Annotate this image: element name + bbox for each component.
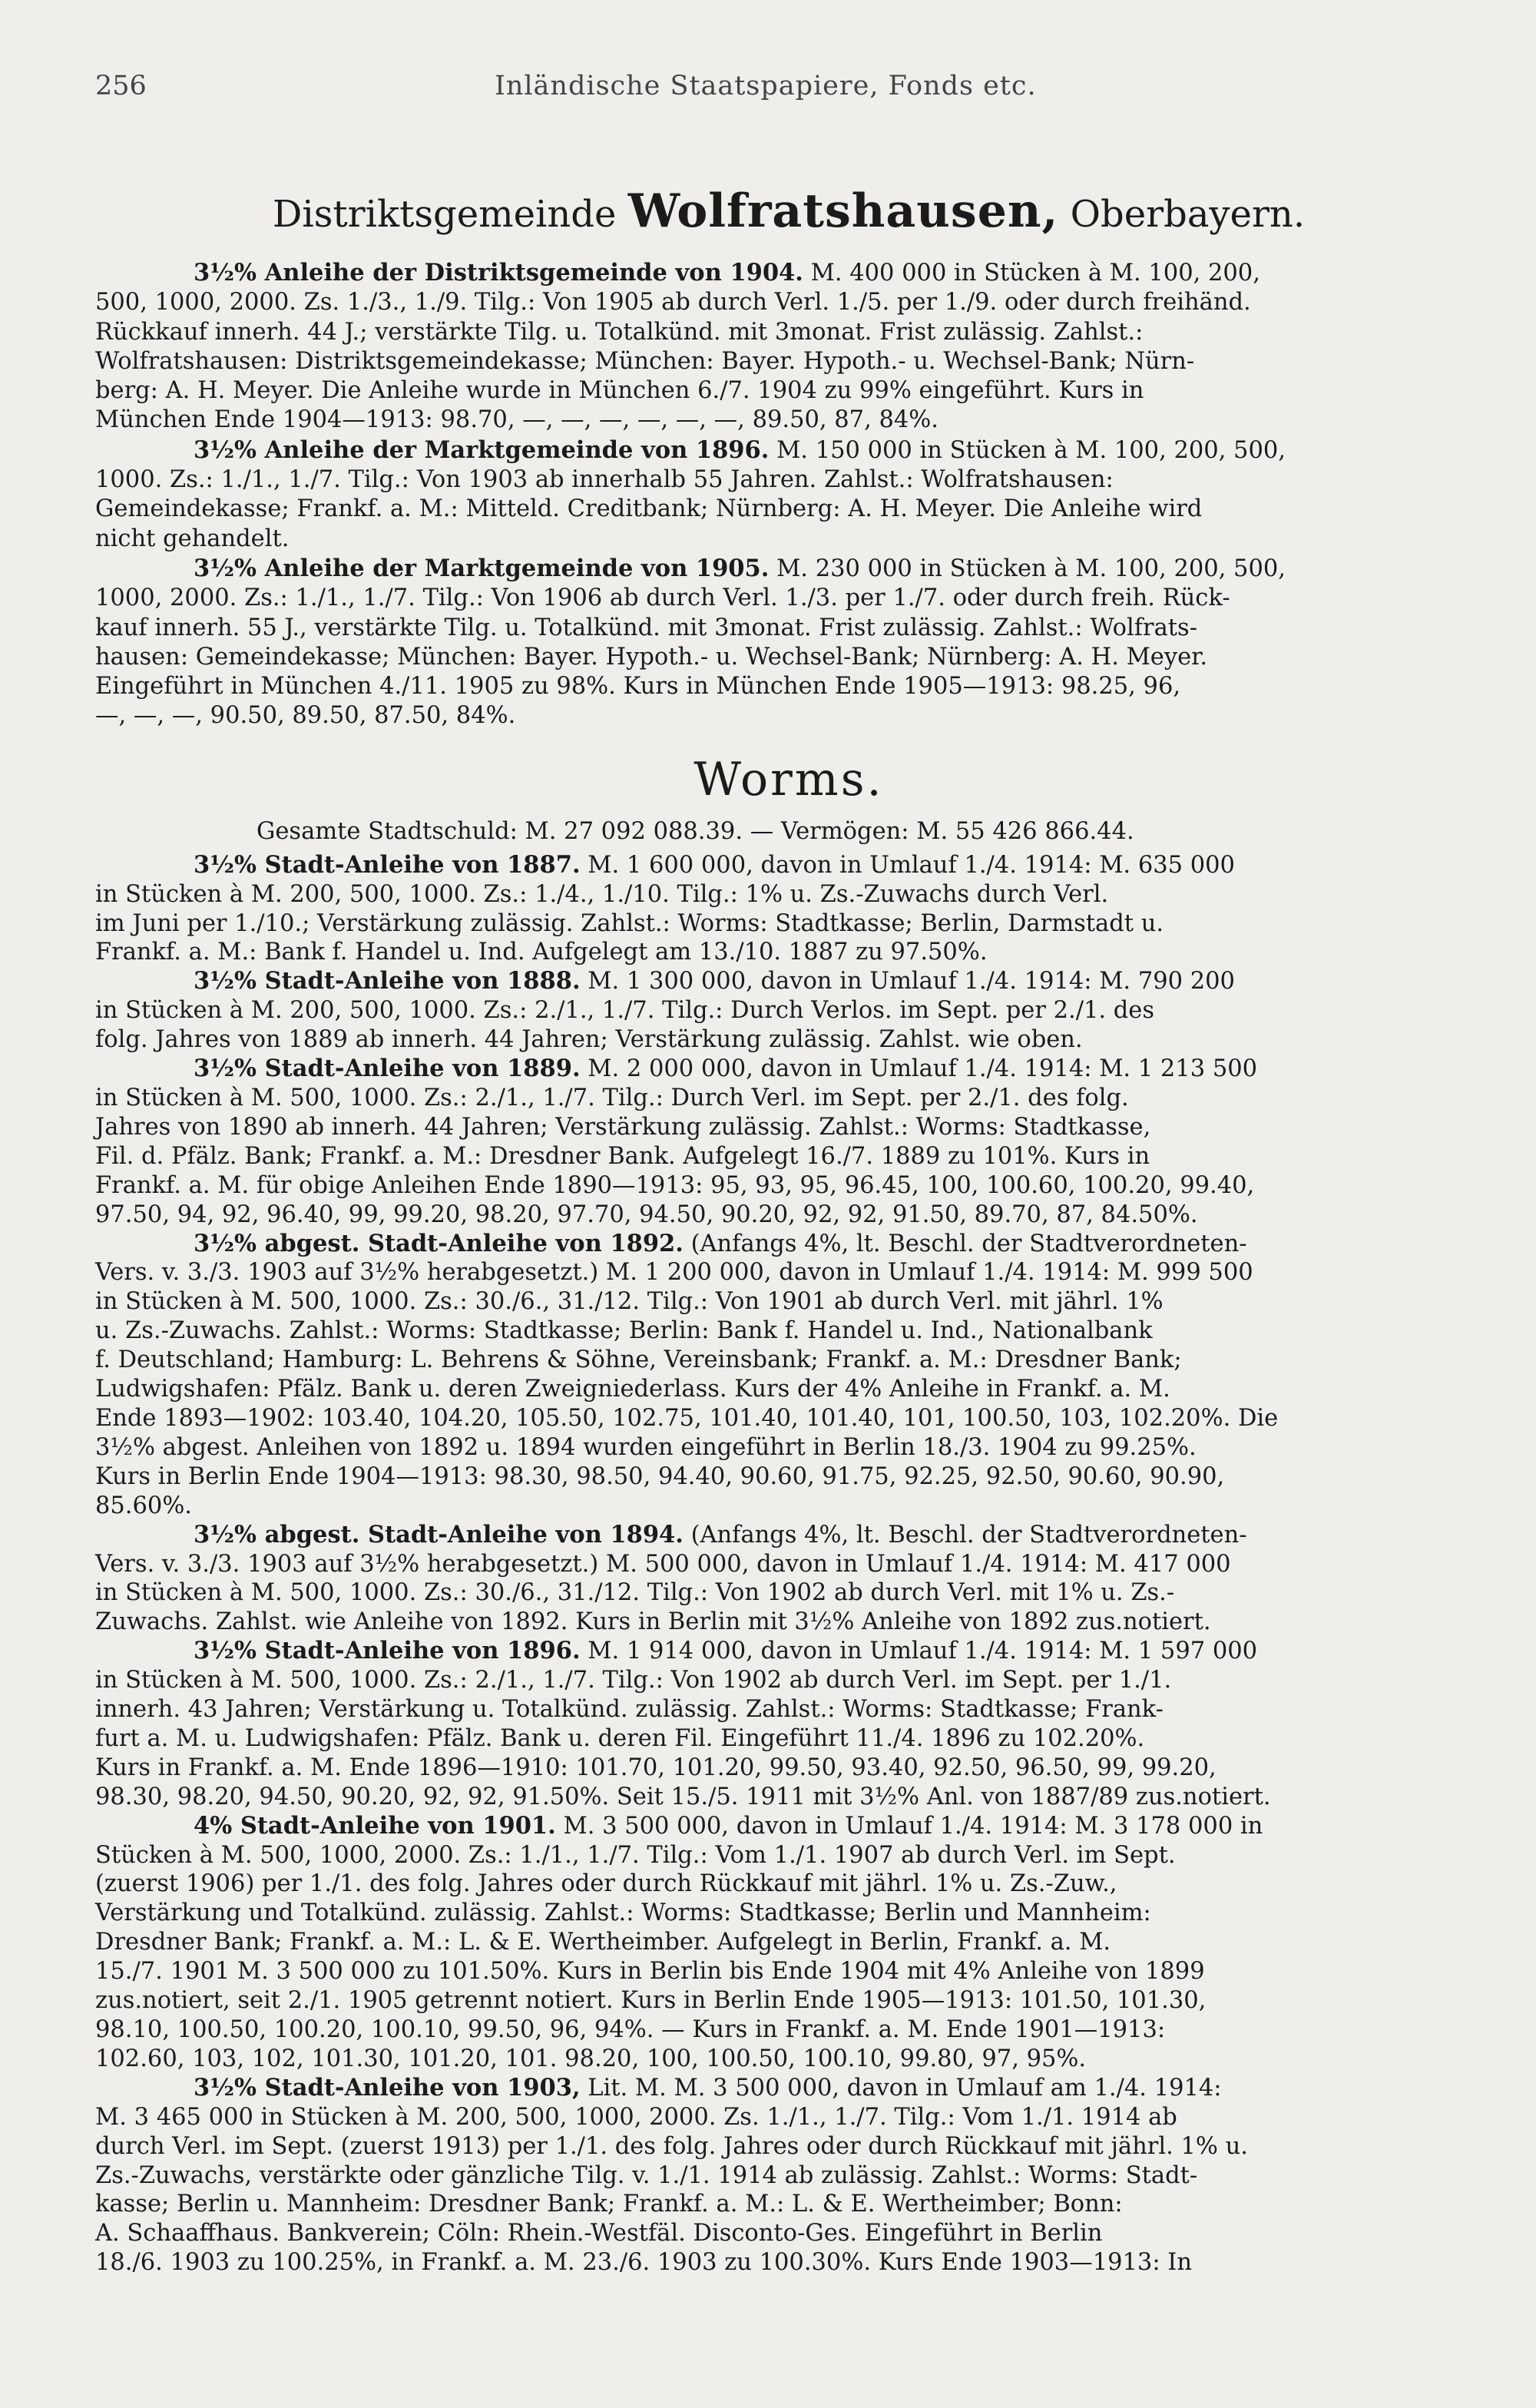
worms-entries (95, 851, 1482, 2277)
loan-entry (95, 1812, 1482, 2074)
section-title-worms: Worms. (694, 752, 884, 807)
loan-text: M. 150 000 in Stücken à M. 100, 200, 500, 1000. Zs.: 1./1., 1./7. Tilg.: Von 1903 ab innerhalb 55 Jahren. Zahlst.: Wolfratshausen: Gemeindekasse; Frankf. a. M.: Mitteld. Creditbank; Nürnberg: A. H. Meyer. Die Anleihe wird nicht gehandelt. (95, 436, 1286, 552)
loan-text: M. 2 000 000, davon in Umlauf 1./4. 1914: M. 1 213 500 in Stücken à M. 500, 1000. Zs.: 2./1., 1./7. Tilg.: Durch Verl. im Sept. per 2./1. des folg. Jahres von 1890 ab innerh. 44 Jahren; Verstärkung zulässig. Zahlst.: Worms: Stadtkasse, Fil. d. Pfälz. Bank; Frankf. a. M.: Dresdner Bank. Aufgelegt 16./7. 1889 zu 101%. Kurs in Frankf. a. M. für obige Anleihen Ende 1890—1913: 95, 93, 95, 96.45, 100, 100.60, 100.20, 99.40, 97.50, 94, 92, 96.40, 99, 99.20, 98.20, 97.70, 94.50, 90.20, 92, 92, 91.50, 89.70, 87, 84.50%. (95, 1055, 1258, 1228)
debt-summary: Gesamte Stadtschuld: M. 27 092 088.39. — Vermögen: M. 55 426 866.44. (257, 817, 1134, 845)
loan-heading: 3½% Stadt-Anleihe von 1887. (194, 850, 581, 879)
loan-text: (Anfangs 4%, lt. Beschl. der Stadtverordneten- Vers. v. 3./3. 1903 auf 3½% herabgesetzt.) M. 500 000, davon in Umlauf 1./4. 1914: M. 417 000 in Stücken à M. 500, 1000. Zs.: 30./6., 31./12. Tilg.: Von 1902 ab durch Verl. mit 1% u. Zs.- Zuwachs. Zahlst. wie Anleihe von 1892. Kurs in Berlin mit 3½% Anleihe von 1892 zus.notiert. (95, 1521, 1247, 1636)
loan-text: M. 1 914 000, davon in Umlauf 1./4. 1914: M. 1 597 000 in Stücken à M. 500, 1000. Zs.: 2./1., 1./7. Tilg.: Von 1902 ab durch Verl. im Sept. per 1./1. innerh. 43 Jahren; Verstärkung u. Totalkünd. zulässig. Zahlst.: Worms: Stadtkasse; Frank- furt a. M. u. Ludwigshafen: Pfälz. Bank u. deren Fil. Eingeführt 11./4. 1896 zu 102.20%. Kurs in Frankf. a. M. Ende 1896—1910: 101.70, 101.20, 99.50, 93.40, 92.50, 96.50, 99, 99.20, 98.30, 98.20, 94.50, 90.20, 92, 92, 91.50%. Seit 15./5. 1911 mit 3½% Anl. von 1887/89 zus.notiert. (95, 1638, 1271, 1810)
running-head-title: Inländische Staatspapiere, Fonds etc. (495, 71, 1037, 101)
loan-entry (95, 1230, 1482, 1521)
loan-heading: 3½% abgest. Stadt-Anleihe von 1894. (194, 1520, 684, 1548)
loan-heading: 3½% Stadt-Anleihe von 1903, (194, 2073, 581, 2102)
running-head (95, 71, 1482, 114)
loan-heading: 3½% Stadt-Anleihe von 1888. (194, 967, 581, 995)
loan-entry (95, 1637, 1482, 1811)
page-number: 256 (95, 71, 147, 101)
loan-entry (95, 1055, 1482, 1229)
loan-text: M. 1 300 000, davon in Umlauf 1./4. 1914: M. 790 200 in Stücken à M. 200, 500, 1000. Zs.: 2./1., 1./7. Tilg.: Durch Verlos. im Sept. per 2./1. des folg. Jahres von 1889 ab innerh. 44 Jahren; Verstärkung zulässig. Zahlst. wie oben. (95, 968, 1235, 1054)
loan-entry (95, 554, 1482, 731)
loan-text: Lit. M. M. 3 500 000, davon in Umlauf am 1./4. 1914: M. 3 465 000 in Stücken à M. 200, 500, 1000, 2000. Zs. 1./1., 1./7. Tilg.: Vom 1./1. 1914 ab durch Verl. im Sept. (zuerst 1913) per 1./1. des folg. Jahres oder durch Rückkauf mit jährl. 1% u. Zs.-Zuwachs, verstärkte oder gänzliche Tilg. v. 1./1. 1914 ab zulässig. Zahlst.: Worms: Stadt- kasse; Berlin u. Mannheim: Dresdner Bank; Frankf. a. M.: L. & E. Wertheimber; Bonn: A. Schaaffhaus. Bankverein; Cöln: Rhein.-Westfäl. Disconto-Ges. Eingeführt in Berlin 18./6. 1903 zu 100.25%, in Frankf. a. M. 23./6. 1903 zu 100.30%. Kurs Ende 1903—1913: In (95, 2074, 1248, 2277)
title-suffix: Oberbayern. (1070, 193, 1306, 236)
loan-entry (95, 1521, 1482, 1638)
loan-heading: 4% Stadt-Anleihe von 1901. (194, 1811, 556, 1840)
loan-text: M. 3 500 000, davon in Umlauf 1./4. 1914: M. 3 178 000 in Stücken à M. 500, 1000, 2000. Zs.: 1./1., 1./7. Tilg.: Vom 1./1. 1907 ab durch Verl. im Sept. (zuerst 1906) per 1./1. des folg. Jahres oder durch Rückkauf mit jährl. 1% u. Zs.-Zuw., Verstärkung und Totalkünd. zulässig. Zahlst.: Worms: Stadtkasse; Berlin und Mannheim: Dresdner Bank; Frankf. a. M.: L. & E. Wertheimber. Aufgelegt in Berlin, Frankf. a. M. 15./7. 1901 M. 3 500 000 zu 101.50%. Kurs in Berlin bis Ende 1904 mit 4% Anleihe von 1899 zus.notiert, seit 2./1. 1905 getrennt notiert. Kurs in Berlin Ende 1905—1913: 101.50, 101.30, 98.10, 100.50, 100.20, 100.10, 99.50, 96, 94%. — Kurs in Frankf. a. M. Ende 1901—1913: 102.60, 103, 102, 101.30, 101.20, 101. 98.20, 100, 100.50, 100.10, 99.80, 97, 95%. (95, 1812, 1263, 2072)
section-title-wolfratshausen (95, 184, 1482, 238)
loan-heading: 3½% Anleihe der Marktgemeinde von 1905. (194, 554, 770, 582)
title-prefix: Distriktsgemeinde (272, 193, 617, 236)
loan-text: M. 230 000 in Stücken à M. 100, 200, 500, 1000, 2000. Zs.: 1./1., 1./7. Tilg.: Von 1906 ab durch Verl. 1./3. per 1./7. oder durch freih. Rück- kauf innerh. 55 J., verstärkte Tilg. u. Totalkünd. mit 3monat. Frist zulässig. Zahlst.: Wolfrats- hausen: Gemeindekasse; München: Bayer. Hypoth.- u. Wechsel-Bank; Nürnberg: A. H. Meyer. Eingeführt in München 4./11. 1905 zu 98%. Kurs in München Ende 1905—1913: 98.25, 96, —, —, —, 90.50, 89.50, 87.50, 84%. (95, 555, 1286, 730)
loan-entry (95, 436, 1482, 554)
loan-text: M. 1 600 000, davon in Umlauf 1./4. 1914: M. 635 000 in Stücken à M. 200, 500, 1000. Zs.: 1./4., 1./10. Tilg.: 1% u. Zs.-Zuwachs durch Verl. im Juni per 1./10.; Verstärkung zulässig. Zahlst.: Worms: Stadtkasse; Berlin, Darmstadt u. Frankf. a. M.: Bank f. Handel u. Ind. Aufgelegt am 13./10. 1887 zu 97.50%. (95, 851, 1235, 966)
loan-heading: 3½% Stadt-Anleihe von 1889. (194, 1055, 581, 1083)
loan-heading: 3½% Anleihe der Marktgemeinde von 1896. (194, 436, 770, 464)
loan-heading: 3½% Stadt-Anleihe von 1896. (194, 1637, 581, 1665)
loan-entry (95, 258, 1482, 436)
loan-heading: 3½% abgest. Stadt-Anleihe von 1892. (194, 1229, 684, 1257)
loan-text: (Anfangs 4%, lt. Beschl. der Stadtverordneten- Vers. v. 3./3. 1903 auf 3½% herabgesetzt.) M. 1 200 000, davon in Umlauf 1./4. 1914: M. 999 500 in Stücken à M. 500, 1000. Zs.: 30./6., 31./12. Tilg.: Von 1901 ab durch Verl. mit jährl. 1% u. Zs.-Zuwachs. Zahlst.: Worms: Stadtkasse; Berlin: Bank f. Handel u. Ind., Nationalbank f. Deutschland; Hamburg: L. Behrens & Söhne, Vereinsbank; Frankf. a. M.: Dresdner Bank; Ludwigshafen: Pfälz. Bank u. deren Zweigniederlass. Kurs der 4% Anleihe in Frankf. a. M. Ende 1893—1902: 103.40, 104.20, 105.50, 102.75, 101.40, 101.40, 101, 100.50, 103, 102.20%. Die 3½% abgest. Anleihen von 1892 u. 1894 wurden eingeführt in Berlin 18./3. 1904 zu 99.25%. Kurs in Berlin Ende 1904—1913: 98.30, 98.50, 94.40, 90.60, 91.75, 92.25, 92.50, 90.60, 90.90, 85.60%. (95, 1230, 1279, 1519)
title-main: Wolfratshausen, (627, 184, 1059, 238)
wolfratshausen-entries (95, 258, 1482, 731)
loan-entry (95, 967, 1482, 1055)
loan-heading: 3½% Anleihe der Distriktsgemeinde von 1904. (194, 259, 803, 287)
loan-text: M. 400 000 in Stücken à M. 100, 200, 500, 1000, 2000. Zs. 1./3., 1./9. Tilg.: Von 1905 ab durch Verl. 1./5. per 1./9. oder durch freihänd. Rückkauf innerh. 44 J.; verstärkte Tilg. u. Totalkünd. mit 3monat. Frist zulässig. Zahlst.: Wolfratshausen: Distriktsgemeindekasse; München: Bayer. Hypoth.- u. Wechsel-Bank; Nürn- berg: A. H. Meyer. Die Anleihe wurde in München 6./7. 1904 zu 99% eingeführt. Kurs in München Ende 1904—1913: 98.70, —, —, —, —, —, —, 89.50, 87, 84%. (95, 260, 1260, 434)
loan-entry (95, 2074, 1482, 2277)
loan-entry (95, 851, 1482, 968)
